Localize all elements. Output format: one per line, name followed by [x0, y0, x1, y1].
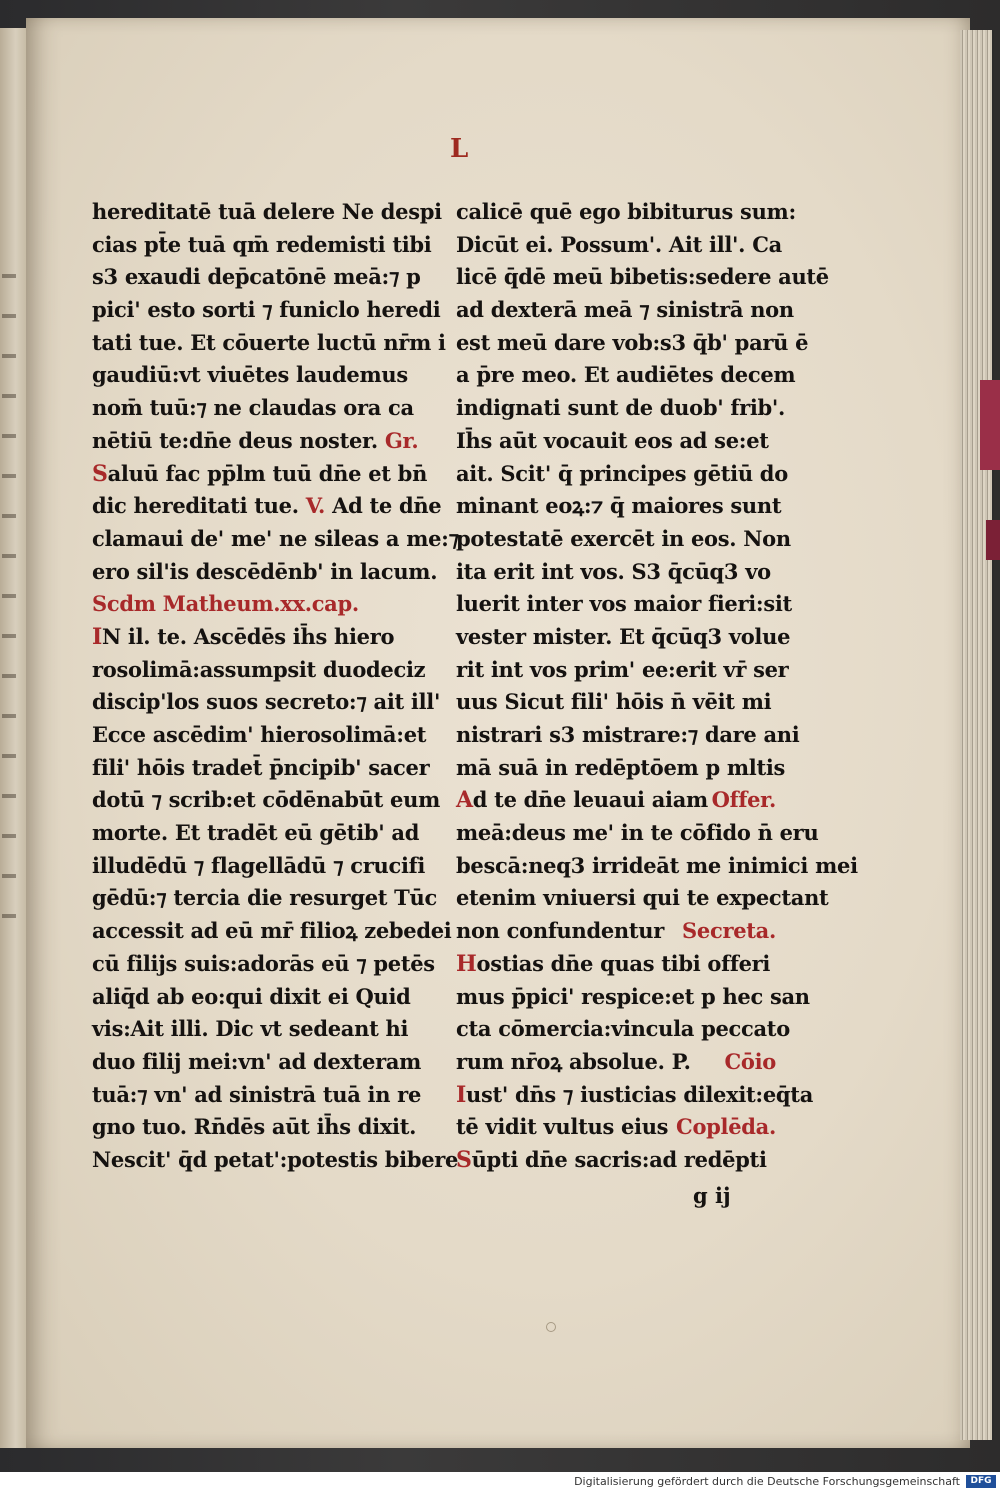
line-text: vis:Ait illi. Dic vt sedeant hi	[92, 1016, 409, 1042]
line-text: calicē quē ego bibiturus sum:	[456, 199, 796, 224]
text-line	[92, 327, 446, 360]
line-text: ust' dn̄s ⁊ iusticias dilexit:eq̄ta	[466, 1081, 814, 1107]
line-text: morte. Et tradēt eū gētib' ad	[92, 820, 420, 846]
rubric-heading: Scdm Matheum.xx.cap.	[92, 591, 359, 617]
line-text: discip'los suos secreto:⁊ ait ill'	[92, 689, 441, 715]
text-line	[92, 686, 441, 719]
line-text: ūpti dn̄e sacris:ad redēpti	[471, 1146, 767, 1172]
text-line	[92, 981, 412, 1014]
text-line	[456, 654, 789, 687]
text-line	[92, 196, 442, 229]
text-line	[456, 1079, 814, 1112]
rubric-versicle: V.	[305, 493, 326, 519]
dfg-logo: DFG	[966, 1475, 996, 1488]
red-initial: H	[456, 950, 477, 977]
previous-page-edge	[0, 28, 27, 1448]
line-text: cta cōmercia:vincula peccato	[456, 1016, 790, 1042]
text-line	[456, 327, 809, 360]
line-text: a p̄re meo. Et audiētes decem	[456, 362, 796, 388]
line-text: tē vidit vultus eius	[456, 1114, 669, 1140]
line-text: luerit inter vos maior fieri:sit	[456, 591, 792, 617]
line-text: uus Sicut fili' hōis n̄ vēit mi	[456, 689, 772, 715]
text-line	[92, 392, 412, 425]
line-text: Nescit' q̄d petat':potestis bibere	[92, 1146, 459, 1172]
line-text: ero sil'is descēdēnb' in lacum.	[92, 558, 438, 584]
text-line	[92, 588, 412, 621]
line-text: clamaui de' me' ne sileas a me:⁊	[92, 525, 459, 551]
line-text: bescā:neq3 irrideāt me inimici mei	[456, 852, 858, 878]
line-text: duo filij mei:vn' ad dexteram	[92, 1048, 422, 1074]
line-text: cū filijs suis:adorās eū ⁊ petēs	[92, 950, 435, 976]
rubric-label-right: Offer.	[711, 787, 776, 813]
line-text: Dicūt ei. Possum'. Ait ill'. Ca	[456, 231, 782, 257]
text-line	[456, 621, 791, 654]
text-line	[456, 196, 796, 229]
line-text: aluū fac pp̄lm tuū dn̄e et bn̄	[107, 460, 428, 486]
text-line	[92, 490, 442, 523]
text-line	[456, 392, 786, 425]
line-text: rosolimā:assumpsit duodeciz	[92, 656, 426, 682]
red-initial: A	[456, 787, 473, 814]
line-text-continued: Ad te dn̄e	[332, 493, 442, 519]
line-text: ostias dn̄e quas tibi offeri	[476, 950, 771, 976]
red-bookmark-strip	[980, 380, 1000, 470]
text-line	[456, 882, 829, 915]
red-initial: I	[92, 623, 102, 650]
text-line	[92, 882, 437, 915]
line-text: nom̄ tuū:⁊ ne claudas ora ca	[92, 395, 414, 421]
line-text: minant eoꝝ:⁊ q̄ maiores sunt	[456, 493, 782, 519]
text-line	[456, 1144, 776, 1177]
text-line	[456, 1111, 776, 1144]
text-line	[92, 719, 427, 752]
footer-credit-text: Digitalisierung gefördert durch die Deutsche Forschungsgemeinschaft	[574, 1475, 960, 1488]
line-text: nistrari s3 mistrare:⁊ dare ani	[456, 722, 800, 747]
text-line	[456, 556, 776, 589]
line-text: aliq̄d ab eo:qui dixit ei Quid	[92, 983, 411, 1009]
rubric-label-right: Secreta.	[682, 918, 776, 944]
text-line	[456, 948, 776, 981]
line-text: dotū ⁊ scrib:et cōdēnabūt eum	[92, 787, 441, 813]
left-text-column	[92, 196, 459, 1177]
line-text: rit int vos prim' ee:erit vr̄ ser	[456, 656, 789, 682]
text-line	[456, 686, 776, 719]
text-line	[456, 425, 776, 458]
line-text: gaudiū:vt viuētes laudemus	[92, 362, 408, 388]
rubric-label: Gr.	[384, 427, 419, 453]
text-line	[92, 752, 430, 785]
digitization-footer	[0, 1472, 1000, 1492]
text-line	[456, 784, 776, 817]
text-line	[456, 981, 810, 1014]
line-text: tuā:⁊ vn' ad sinistrā tuā in re	[92, 1081, 422, 1107]
line-text: Ecce ascēdim' hierosolimā:et	[92, 722, 427, 747]
text-line	[456, 752, 786, 785]
text-line	[92, 948, 435, 981]
red-initial: S	[456, 1146, 472, 1173]
text-line	[92, 1144, 459, 1177]
line-text: non confundentur	[456, 918, 665, 944]
line-text: tati tue. Et cōuerte luctū nr̄m i	[92, 329, 446, 355]
text-line	[92, 523, 459, 556]
text-line	[92, 294, 441, 327]
line-text: gno tuo. Rn̄dēs aūt ih̄s dixit.	[92, 1114, 417, 1140]
line-text: indignati sunt de duob' frib'.	[456, 395, 786, 421]
text-line	[456, 523, 791, 556]
line-text: s3 exaudi dep̄catōnē meā:⁊ p	[92, 264, 421, 290]
text-line	[92, 784, 441, 817]
rubric-label-right: Coplēda.	[676, 1114, 776, 1140]
text-line	[456, 1046, 776, 1079]
line-text: vester mister. Et q̄cūq3 volue	[456, 623, 791, 649]
line-text: dic hereditati tue.	[92, 493, 299, 519]
line-text: mus p̄pici' respice:et p hec san	[456, 983, 810, 1009]
text-line	[92, 458, 428, 491]
paper-blemish	[546, 1322, 556, 1332]
text-line	[456, 294, 794, 327]
rubric-label-right: Cōio	[724, 1048, 776, 1074]
red-initial: I	[456, 1081, 466, 1108]
text-line	[456, 719, 800, 752]
line-text: ad dexterā meā ⁊ sinistrā non	[456, 297, 794, 323]
page-block-edge	[960, 30, 994, 1440]
line-text: illudēdū ⁊ flagellādū ⁊ crucifi	[92, 852, 426, 878]
line-text: ita erit int vos. S3 q̄cūq3 vo	[456, 558, 771, 584]
line-text: mā suā in redēptōem p mltis	[456, 754, 786, 780]
line-text: accessit ad eū mr̄ filioꝝ zebedei	[92, 918, 452, 944]
line-text: fili' hōis tradet̄ p̄ncipib' sacer	[92, 754, 430, 780]
text-line	[456, 490, 782, 523]
line-text: hereditatē tuā delere Ne despi	[92, 199, 442, 224]
text-line	[92, 621, 412, 654]
text-line	[92, 229, 432, 262]
text-line	[456, 588, 792, 621]
line-text: meā:deus me' in te cōfido n̄ eru	[456, 820, 819, 846]
line-text: cias pt̄e tuā qm̄ redemisti tibi	[92, 231, 432, 257]
right-text-column	[456, 196, 858, 1177]
line-text: N il. te. Ascēdēs ih̄s hiero	[102, 623, 395, 649]
line-text: rum nr̄oꝝ absolue. P.	[456, 1048, 691, 1074]
text-line	[456, 261, 829, 294]
signature-mark: g ij	[693, 1183, 731, 1208]
line-text: etenim vniuersi qui te expectant	[456, 885, 829, 911]
line-text: Ih̄s aūt vocauit eos ad se:et	[456, 427, 769, 453]
line-text: ait. Scit' q̄ principes gētiū do	[456, 460, 788, 486]
text-line	[456, 915, 776, 948]
text-line	[92, 1046, 422, 1079]
text-line	[92, 1111, 417, 1144]
line-text: potestatē exercēt in eos. Non	[456, 525, 791, 551]
text-line	[92, 359, 412, 392]
text-line	[92, 817, 420, 850]
red-initial: S	[92, 460, 108, 487]
line-text: d te dn̄e leuaui aiam	[472, 787, 708, 813]
folio-number: L	[450, 134, 469, 164]
line-text: gēdū:⁊ tercia die resurget Tūc	[92, 885, 437, 911]
text-line	[92, 1013, 412, 1046]
text-line	[456, 850, 858, 883]
text-line	[92, 915, 452, 948]
text-line	[456, 1013, 790, 1046]
text-line	[92, 654, 426, 687]
text-line	[456, 229, 782, 262]
line-text: nētiū te:dn̄e deus noster.	[92, 427, 378, 453]
red-bookmark-strip-lower	[986, 520, 1000, 560]
line-text: licē q̄dē meū bibetis:sedere autē	[456, 264, 829, 290]
line-text: pici' esto sorti ⁊ funiclo heredi	[92, 297, 441, 323]
text-line	[92, 425, 419, 458]
line-text: est meū dare vob:s3 q̄b' parū ē	[456, 329, 809, 355]
text-line	[456, 359, 796, 392]
text-line	[92, 556, 438, 589]
text-line	[92, 850, 426, 883]
text-line	[92, 1079, 422, 1112]
text-line	[456, 817, 819, 850]
text-line	[92, 261, 421, 294]
text-line	[456, 458, 788, 491]
previous-page-text-bleed	[2, 248, 16, 948]
